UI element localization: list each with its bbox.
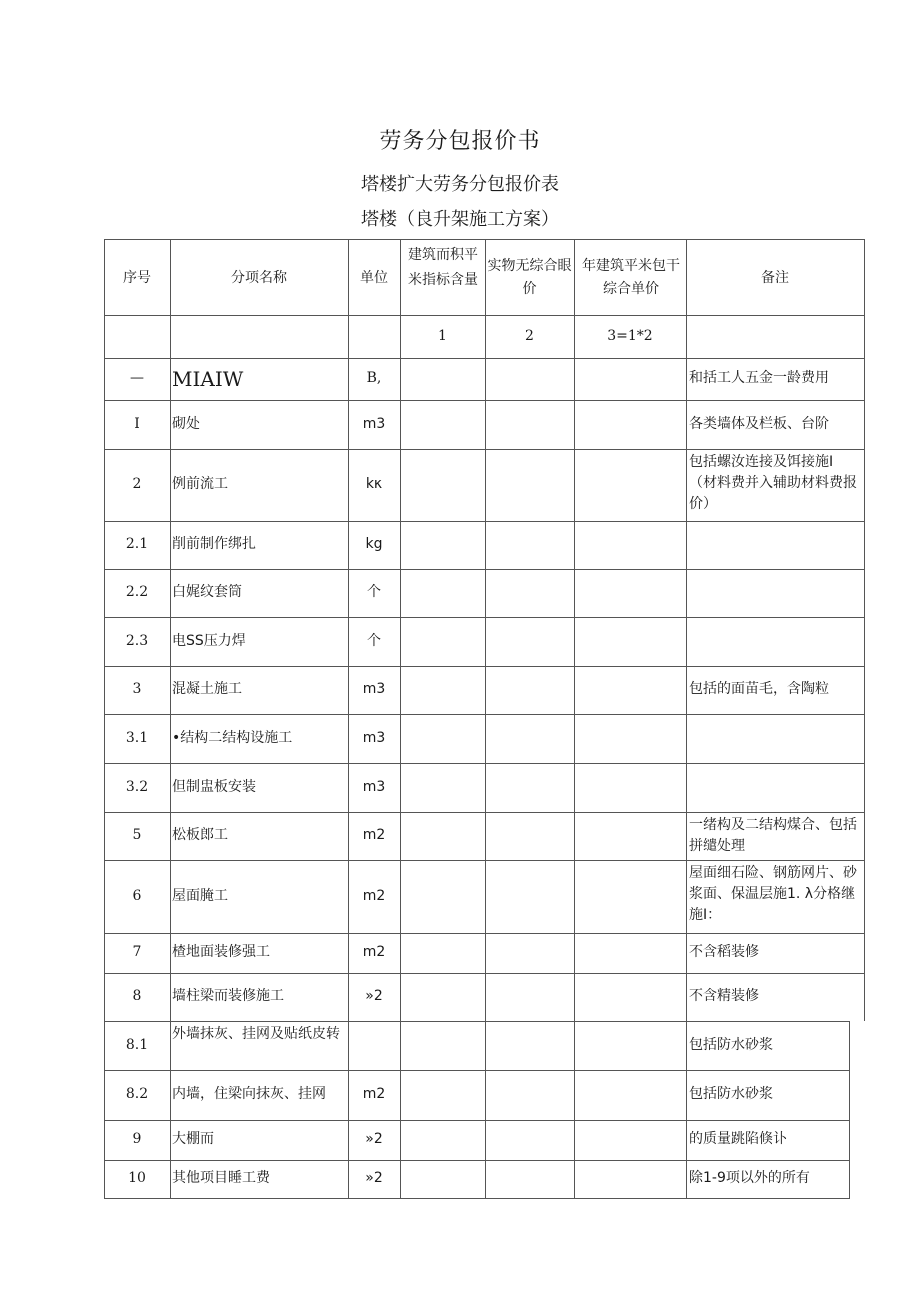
row-remark: 的质量跳陷倏讣 xyxy=(689,1131,787,1147)
row-name: 墙柱梁而装修施工 xyxy=(172,988,284,1004)
row-name: 内墙，住梁向抹灰、挂网 xyxy=(172,1086,326,1102)
row-unit: »2 xyxy=(365,1131,383,1147)
row-unit: »2 xyxy=(365,988,383,1004)
row-unit xyxy=(348,1035,400,1057)
row-seq: 5 xyxy=(132,827,142,843)
row-remark: 包括防水砂浆 xyxy=(689,1086,773,1102)
table-vline xyxy=(849,1021,850,1198)
row-seq: 8.1 xyxy=(125,1037,149,1053)
row-unit: m3 xyxy=(362,779,386,795)
row-name: MIAIW xyxy=(172,367,244,391)
row-remark: 不含精装修 xyxy=(689,988,759,1004)
formula-c3: 3=1*2 xyxy=(607,328,653,344)
table-hline xyxy=(104,1070,850,1071)
header-unit: 单位 xyxy=(360,270,388,286)
row-unit: 个 xyxy=(367,584,381,600)
row-seq: 2.2 xyxy=(125,584,149,600)
row-seq: 2.3 xyxy=(125,633,149,649)
header-seq: 序号 xyxy=(123,270,151,286)
row-seq: 6 xyxy=(132,888,142,904)
row-unit: m3 xyxy=(362,416,386,432)
row-remark: 一绪构及二结构煤合、包括拼缱处理 xyxy=(689,817,857,854)
row-unit: B, xyxy=(366,370,382,386)
row-seq: 3.2 xyxy=(125,779,149,795)
row-unit: m2 xyxy=(362,1086,386,1102)
row-name: 松板郎工 xyxy=(172,827,228,843)
row-name: 混凝土施工 xyxy=(172,681,242,697)
formula-c2: 2 xyxy=(525,328,534,344)
row-seq: 2.1 xyxy=(125,536,149,552)
header-area-index: 建筑而积平米指标含量 xyxy=(408,247,478,288)
row-seq: 3.1 xyxy=(125,730,149,746)
header-name: 分项名称 xyxy=(231,270,287,286)
row-seq: 9 xyxy=(132,1131,142,1147)
row-name: •结构二结构设施工 xyxy=(172,730,293,746)
row-remark: 屋面细石险、钢筋网片、砂浆面、保温层施1. λ分格继施I： xyxy=(689,865,857,923)
table-vline xyxy=(400,239,401,1198)
row-seq: I xyxy=(134,416,140,432)
table-hline xyxy=(104,1021,850,1022)
row-name: 例前流工 xyxy=(172,476,228,492)
row-name: 大棚而 xyxy=(172,1131,214,1147)
table-subtitle: 塔楼（良升架施工方案） xyxy=(361,209,559,230)
row-remark: 各类墙体及栏板、台阶 xyxy=(689,416,829,432)
row-name: 外墙抹灰、挂网及贴纸皮转 xyxy=(172,1026,340,1042)
header-unit-price: 实物无综合眼价 xyxy=(487,258,572,297)
table-hline xyxy=(104,1198,850,1199)
row-name: 白娓纹套筒 xyxy=(172,584,242,600)
row-name: 削前制作绑扎 xyxy=(172,536,256,552)
row-unit: m3 xyxy=(362,681,386,697)
table-hline xyxy=(104,1160,850,1161)
row-seq: 3 xyxy=(132,681,142,697)
row-remark: 包括的面苗毛，含陶粒 xyxy=(689,681,829,697)
row-remark: 和括工人五金一龄费用 xyxy=(689,370,829,386)
row-name: 其他项目睡工费 xyxy=(172,1170,270,1186)
table-vline xyxy=(864,239,865,1021)
table-vline xyxy=(485,239,486,1198)
row-seq: 7 xyxy=(132,944,142,960)
header-lump-price: 年建筑平米包干综合单价 xyxy=(582,258,680,297)
row-seq: 10 xyxy=(128,1170,146,1186)
row-unit: 个 xyxy=(367,633,381,649)
row-remark: 包括防水砂浆 xyxy=(689,1037,773,1053)
row-seq: 8 xyxy=(132,988,142,1004)
row-unit: m2 xyxy=(362,944,386,960)
row-unit: m2 xyxy=(362,888,386,904)
table-hline xyxy=(104,1120,850,1121)
table-vline xyxy=(170,239,171,1198)
row-unit: m3 xyxy=(362,730,386,746)
row-unit: m2 xyxy=(362,827,386,843)
row-name: 屋面腌工 xyxy=(172,888,228,904)
row-seq: 2 xyxy=(132,476,142,492)
row-unit: »2 xyxy=(365,1170,383,1186)
row-unit: kg xyxy=(365,536,383,552)
header-remark: 备注 xyxy=(761,270,789,286)
row-seq: — xyxy=(130,370,144,386)
row-name: 但制盅板安装 xyxy=(172,779,256,795)
row-remark: 除1-9项以外的所有 xyxy=(689,1170,810,1186)
row-name: 楂地面装修强工 xyxy=(172,944,270,960)
table-title: 塔楼扩大劳务分包报价表 xyxy=(361,174,559,195)
row-remark: 不含稻装修 xyxy=(689,944,759,960)
row-unit: kκ xyxy=(365,476,383,492)
row-remark: 包括螺汝连接及饵接施I（材料费并入辅助材料费报价） xyxy=(689,454,857,512)
formula-c1: 1 xyxy=(438,328,447,344)
document-title: 劳务分包报价书 xyxy=(379,129,541,154)
row-seq: 8.2 xyxy=(125,1086,149,1102)
row-name: 砌处 xyxy=(172,416,200,432)
row-name: 电SS压力焊 xyxy=(172,633,246,649)
table-vline xyxy=(574,239,575,1198)
